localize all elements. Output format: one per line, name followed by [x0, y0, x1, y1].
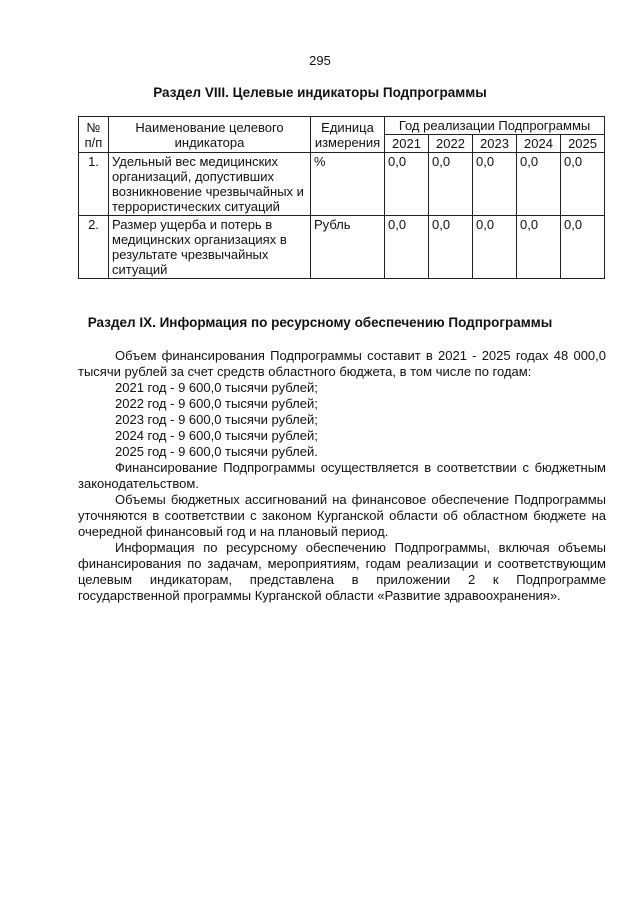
header-num: № п/п [79, 117, 109, 153]
header-year: 2021 [385, 135, 429, 153]
row-value: 0,0 [385, 216, 429, 279]
indicators-table [78, 116, 605, 279]
row-unit: Рубль [311, 216, 385, 279]
row-value: 0,0 [429, 153, 473, 216]
year-line: 2025 год - 9 600,0 тысячи рублей. [115, 444, 318, 459]
section-8-title: Раздел VIII. Целевые индикаторы Подпрограммы [153, 85, 487, 100]
row-value: 0,0 [517, 153, 561, 216]
row-value: 0,0 [385, 153, 429, 216]
table-row [79, 216, 605, 279]
paragraph: Информация по ресурсному обеспечению Подпрограммы, включая объемы финансирования по задачам, мероприятиям, годам реализации и соответствующим целевым индикаторам, представлена в приложении 2 к Подпрограмме государственной программы Курганской области «Развитие здравоохранения». [78, 540, 606, 603]
row-value: 0,0 [517, 216, 561, 279]
table-header-row [79, 117, 605, 135]
paragraph: Объемы бюджетных ассигнований на финансовое обеспечение Подпрограммы уточняются в соответствии с законом Курганской области об областном бюджете на очередной финансовый год и на плановый период. [78, 492, 606, 539]
header-year: 2023 [473, 135, 517, 153]
year-line: 2023 год - 9 600,0 тысячи рублей; [115, 412, 318, 427]
header-year: 2025 [561, 135, 605, 153]
header-year: 2022 [429, 135, 473, 153]
paragraph: Объем финансирования Подпрограммы составит в 2021 - 2025 годах 48 000,0 тысячи рублей за счет средств областного бюджета, в том числе по годам: [78, 348, 606, 379]
row-num: 1. [79, 153, 109, 216]
section-9-title: Раздел IX. Информация по ресурсному обеспечению Подпрограммы [87, 315, 553, 330]
row-value: 0,0 [473, 216, 517, 279]
page-number: 295 [309, 53, 331, 68]
header-unit: Единица измерения [311, 117, 385, 153]
row-value: 0,0 [429, 216, 473, 279]
table-row [79, 153, 605, 216]
header-name: Наименование целевого индикатора [109, 117, 311, 153]
row-name: Размер ущерба и потерь в медицинских организациях в результате чрезвычайных ситуаций [109, 216, 311, 279]
row-num: 2. [79, 216, 109, 279]
row-unit: % [311, 153, 385, 216]
year-line: 2024 год - 9 600,0 тысячи рублей; [115, 428, 318, 443]
year-line: 2021 год - 9 600,0 тысячи рублей; [115, 380, 318, 395]
row-value: 0,0 [473, 153, 517, 216]
row-value: 0,0 [561, 153, 605, 216]
header-years-group: Год реализации Подпрограммы [385, 117, 605, 135]
section-9-body [78, 348, 606, 604]
row-name: Удельный вес медицинских организаций, допустивших возникновение чрезвычайных и террористических ситуаций [109, 153, 311, 216]
year-line: 2022 год - 9 600,0 тысячи рублей; [115, 396, 318, 411]
row-value: 0,0 [561, 216, 605, 279]
paragraph: Финансирование Подпрограммы осуществляется в соответствии с бюджетным законодательством. [78, 460, 606, 491]
header-year: 2024 [517, 135, 561, 153]
